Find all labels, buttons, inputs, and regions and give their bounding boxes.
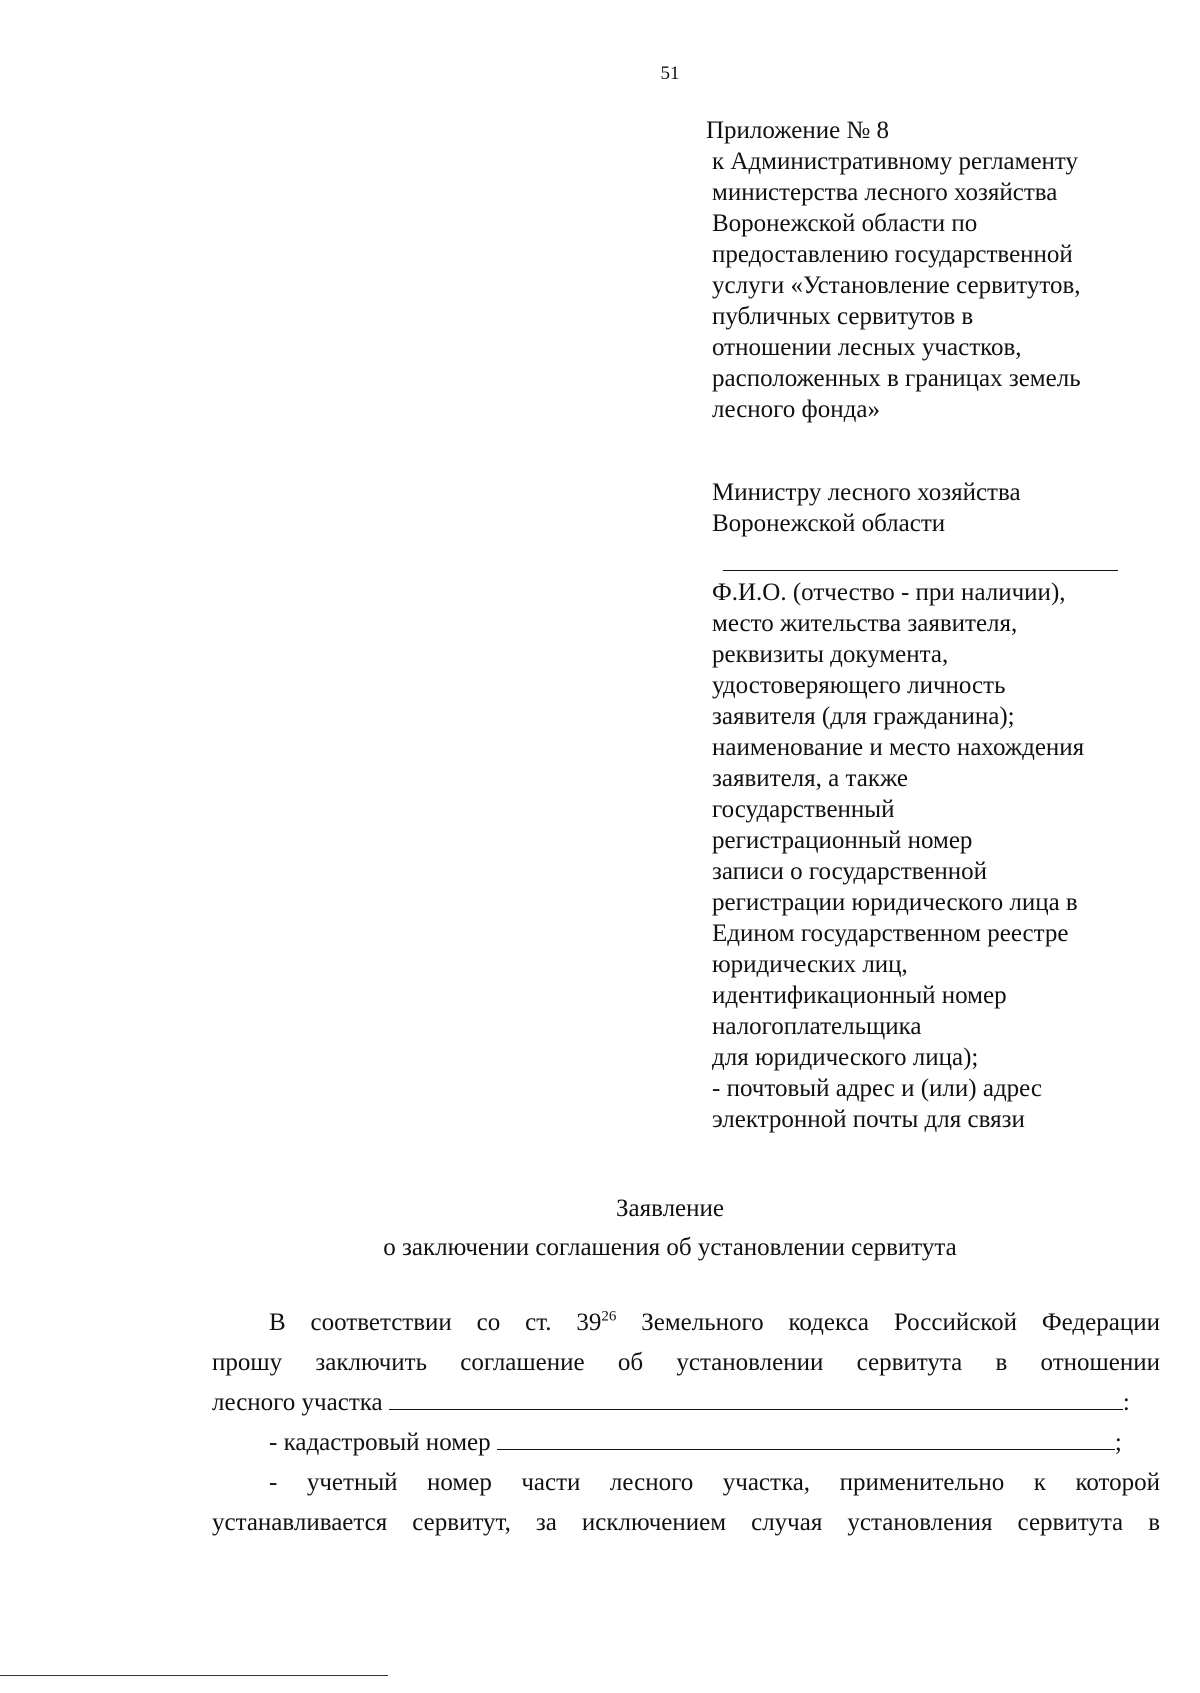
applicant-line: реквизиты документа,: [712, 641, 949, 668]
article-superscript: 26: [601, 1308, 617, 1325]
footer-rule: [0, 1675, 388, 1676]
applicant-line: - почтовый адрес и (или) адрес: [712, 1075, 1042, 1102]
appendix-line: к Административному регламенту: [712, 148, 1079, 175]
forest-plot-field[interactable]: [389, 1387, 1123, 1410]
forest-plot-label: лесного участка: [212, 1389, 389, 1416]
statement-body: [212, 1303, 1160, 1543]
forest-plot-row: [212, 1383, 1160, 1423]
appendix-line: министерства лесного хозяйства: [712, 179, 1058, 206]
cadastral-number-row: [212, 1423, 1160, 1463]
body-text: В соответствии со ст. 39: [269, 1309, 602, 1336]
applicant-line: идентификационный номер: [712, 982, 1007, 1009]
applicant-line: место жительства заявителя,: [712, 610, 1018, 637]
appendix-line: Воронежской области по: [712, 210, 978, 237]
body-paragraph-6: устанавливается сервитут, за исключением случая установления сервитута в: [212, 1509, 1160, 1536]
applicant-line: Едином государственном реестре: [712, 920, 1069, 947]
body-paragraph-1: [212, 1303, 1160, 1343]
appendix-line: лесного фонда»: [712, 396, 880, 423]
punctuation: ;: [1114, 1429, 1122, 1456]
statement-subtitle: о заключении соглашения об установлении сервитута: [383, 1234, 957, 1261]
addressee-line: Воронежской области: [712, 510, 946, 537]
addressee-block: [712, 477, 1172, 539]
applicant-line: юридических лиц,: [712, 951, 908, 978]
appendix-title: Приложение № 8: [706, 117, 890, 144]
appendix-line: расположенных в границах земель: [712, 365, 1081, 392]
appendix-line: публичных сервитутов в: [712, 303, 974, 330]
appendix-line: услуги «Установление сервитутов,: [712, 272, 1081, 299]
applicant-line: регистрации юридического лица в: [712, 889, 1078, 916]
appendix-header: [706, 115, 1172, 425]
applicant-line: удостоверяющего личность: [712, 672, 1006, 699]
statement-title: Заявление: [615, 1195, 725, 1222]
cadastral-number-field[interactable]: [497, 1427, 1115, 1450]
applicant-line: заявителя, а также: [712, 765, 909, 792]
applicant-line: налогоплательщика: [712, 1013, 922, 1040]
applicant-line: государственный: [712, 796, 895, 823]
applicant-line: регистрационный номер: [712, 827, 973, 854]
appendix-line: отношении лесных участков,: [712, 334, 1022, 361]
applicant-line: электронной почты для связи: [712, 1106, 1025, 1133]
applicant-blank-line: [723, 570, 1118, 571]
addressee-line: Министру лесного хозяйства: [712, 479, 1021, 506]
body-paragraph-2: прошу заключить соглашение об установлении сервитута в отношении: [212, 1349, 1160, 1376]
cadastral-number-label: - кадастровый номер: [269, 1429, 497, 1456]
page-number: 51: [660, 63, 680, 84]
applicant-line: для юридического лица);: [712, 1044, 979, 1071]
applicant-block: [712, 577, 1172, 1135]
body-text: Земельного кодекса Российской Федерации: [616, 1309, 1160, 1336]
body-paragraph-5: - учетный номер части лесного участка, применительно к которой: [269, 1469, 1160, 1496]
applicant-line: записи о государственной: [712, 858, 988, 885]
applicant-line: наименование и место нахождения: [712, 734, 1085, 761]
applicant-line: заявителя (для гражданина);: [712, 703, 1015, 730]
appendix-line: предоставлению государственной: [712, 241, 1073, 268]
punctuation: :: [1122, 1389, 1130, 1416]
applicant-line: Ф.И.О. (отчество - при наличии),: [712, 579, 1066, 606]
